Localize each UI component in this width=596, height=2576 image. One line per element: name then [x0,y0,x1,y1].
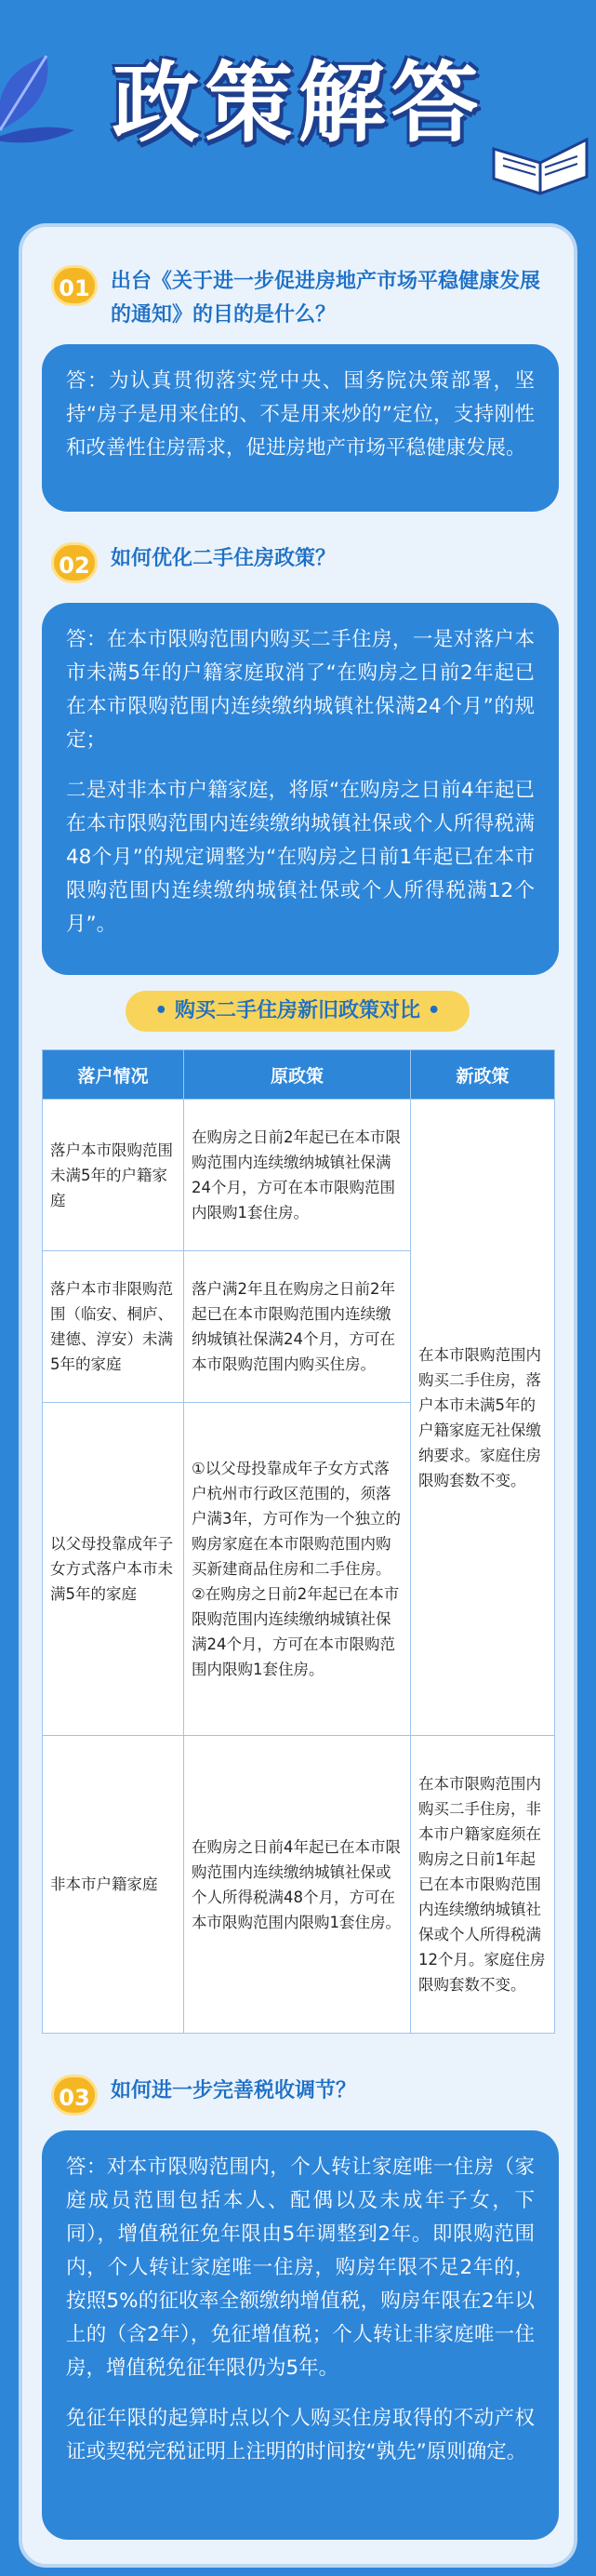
situation-cell: 落户本市限购范围未满5年的户籍家庭 [43,1100,184,1251]
header [0,0,596,233]
situation-cell: 非本市户籍家庭 [43,1736,184,2034]
table-row [43,1100,555,1251]
question-3 [51,2075,553,2116]
answer-3 [42,2130,559,2540]
policy-comparison-table [42,1049,555,2034]
new-policy-cell: 在本市限购范围内购买二手住房，落户本市未满5年的户籍家庭无社保缴纳要求。家庭住房限购套数不变。 [411,1100,555,1736]
question-text: 如何优化二手住房政策？ [111,547,337,570]
table-row [43,1736,555,2034]
question-number-badge: 02 [51,542,98,583]
old-policy-cell: 落户满2年且在购房之日前2年起已在本市限购范围内连续缴纳城镇社保满24个月，方可在本市限购范围内购买住房。 [184,1251,411,1403]
answer-paragraph-1: 答：在本市限购范围内购买二手住房，一是对落户本市未满5年的户籍家庭取消了“在购房之日前2年起已在本市限购范围内连续缴纳城镇社保满24个月”的规定； [66,628,535,752]
old-policy-cell: 在购房之日前4年起已在本市限购范围内连续缴纳城镇社保或个人所得税满48个月，方可在本市限购范围内限购1套住房。 [184,1736,411,2034]
old-policy-cell [184,1403,411,1736]
old-policy-item: ①以父母投靠成年子女方式落户杭州市行政区范围的，须落户满3年，方可作为一个独立的购房家庭在本市限购范围内购买新建商品住房和二手住房。 [192,1460,401,1578]
answer-paragraph-2: 免征年限的起算时点以个人购买住房取得的不动产权证或契税完税证明上注明的时间按“孰先”原则确定。 [66,2407,535,2463]
question-text: 出台《关于进一步促进房地产市场平稳健康发展的通知》的目的是什么？ [111,270,541,327]
question-number-badge: 03 [51,2075,98,2116]
table-header-row [43,1050,555,1100]
column-header: 落户情况 [43,1050,184,1100]
old-policy-item: ②在购房之日前2年起已在本市限购范围内连续缴纳城镇社保满24个月，方可在本市限购范围内限购1套住房。 [192,1585,400,1678]
situation-cell: 落户本市非限购范围（临安、桐庐、建德、淳安）未满5年的家庭 [43,1251,184,1403]
situation-cell: 以父母投靠成年子女方式落户本市未满5年的家庭 [43,1403,184,1736]
question-number-badge: 01 [51,265,98,306]
question-2 [51,542,553,583]
column-header: 新政策 [411,1050,555,1100]
answer-2 [42,603,559,975]
answer-1 [42,344,559,512]
answer-text: 答：为认真贯彻落实党中央、国务院决策部署，坚持“房子是用来住的、不是用来炒的”定位，支持刚性和改善性住房需求，促进房地产市场平稳健康发展。 [66,369,535,460]
new-policy-cell: 在本市限购范围内购买二手住房，非本市户籍家庭须在购房之日前1年起已在本市限购范围内连续缴纳城镇社保或个人所得税满12个月。家庭住房限购套数不变。 [411,1736,555,2034]
answer-paragraph-2: 二是对非本市户籍家庭，将原“在购房之日前4年起已在本市限购范围内连续缴纳城镇社保或个人所得税满48个月”的规定调整为“在购房之日前1年起已在本市限购范围内连续缴纳城镇社保或个人所得税满12个月”。 [66,779,535,936]
comparison-title: • 购买二手住房新旧政策对比 • [126,991,470,1032]
question-1 [51,265,553,332]
answer-paragraph-1: 答：对本市限购范围内，个人转让家庭唯一住房（家庭成员范围包括本人、配偶以及未成年子女，下同），增值税征免年限由5年调整到2年。即限购范围内，个人转让家庭唯一住房，购房年限不足2年的，按照5%的征收率全额缴纳增值税，购房年限在2年以上的（含2年），免征增值税；个人转让非家庭唯一住房，增值税免征年限仍为5年。 [66,2156,535,2380]
old-policy-cell: 在购房之日前2年起已在本市限购范围内连续缴纳城镇社保满24个月，方可在本市限购范围内限购1套住房。 [184,1100,411,1251]
page-title: 政策解答 [112,53,484,154]
column-header: 原政策 [184,1050,411,1100]
question-text: 如何进一步完善税收调节？ [111,2079,357,2102]
